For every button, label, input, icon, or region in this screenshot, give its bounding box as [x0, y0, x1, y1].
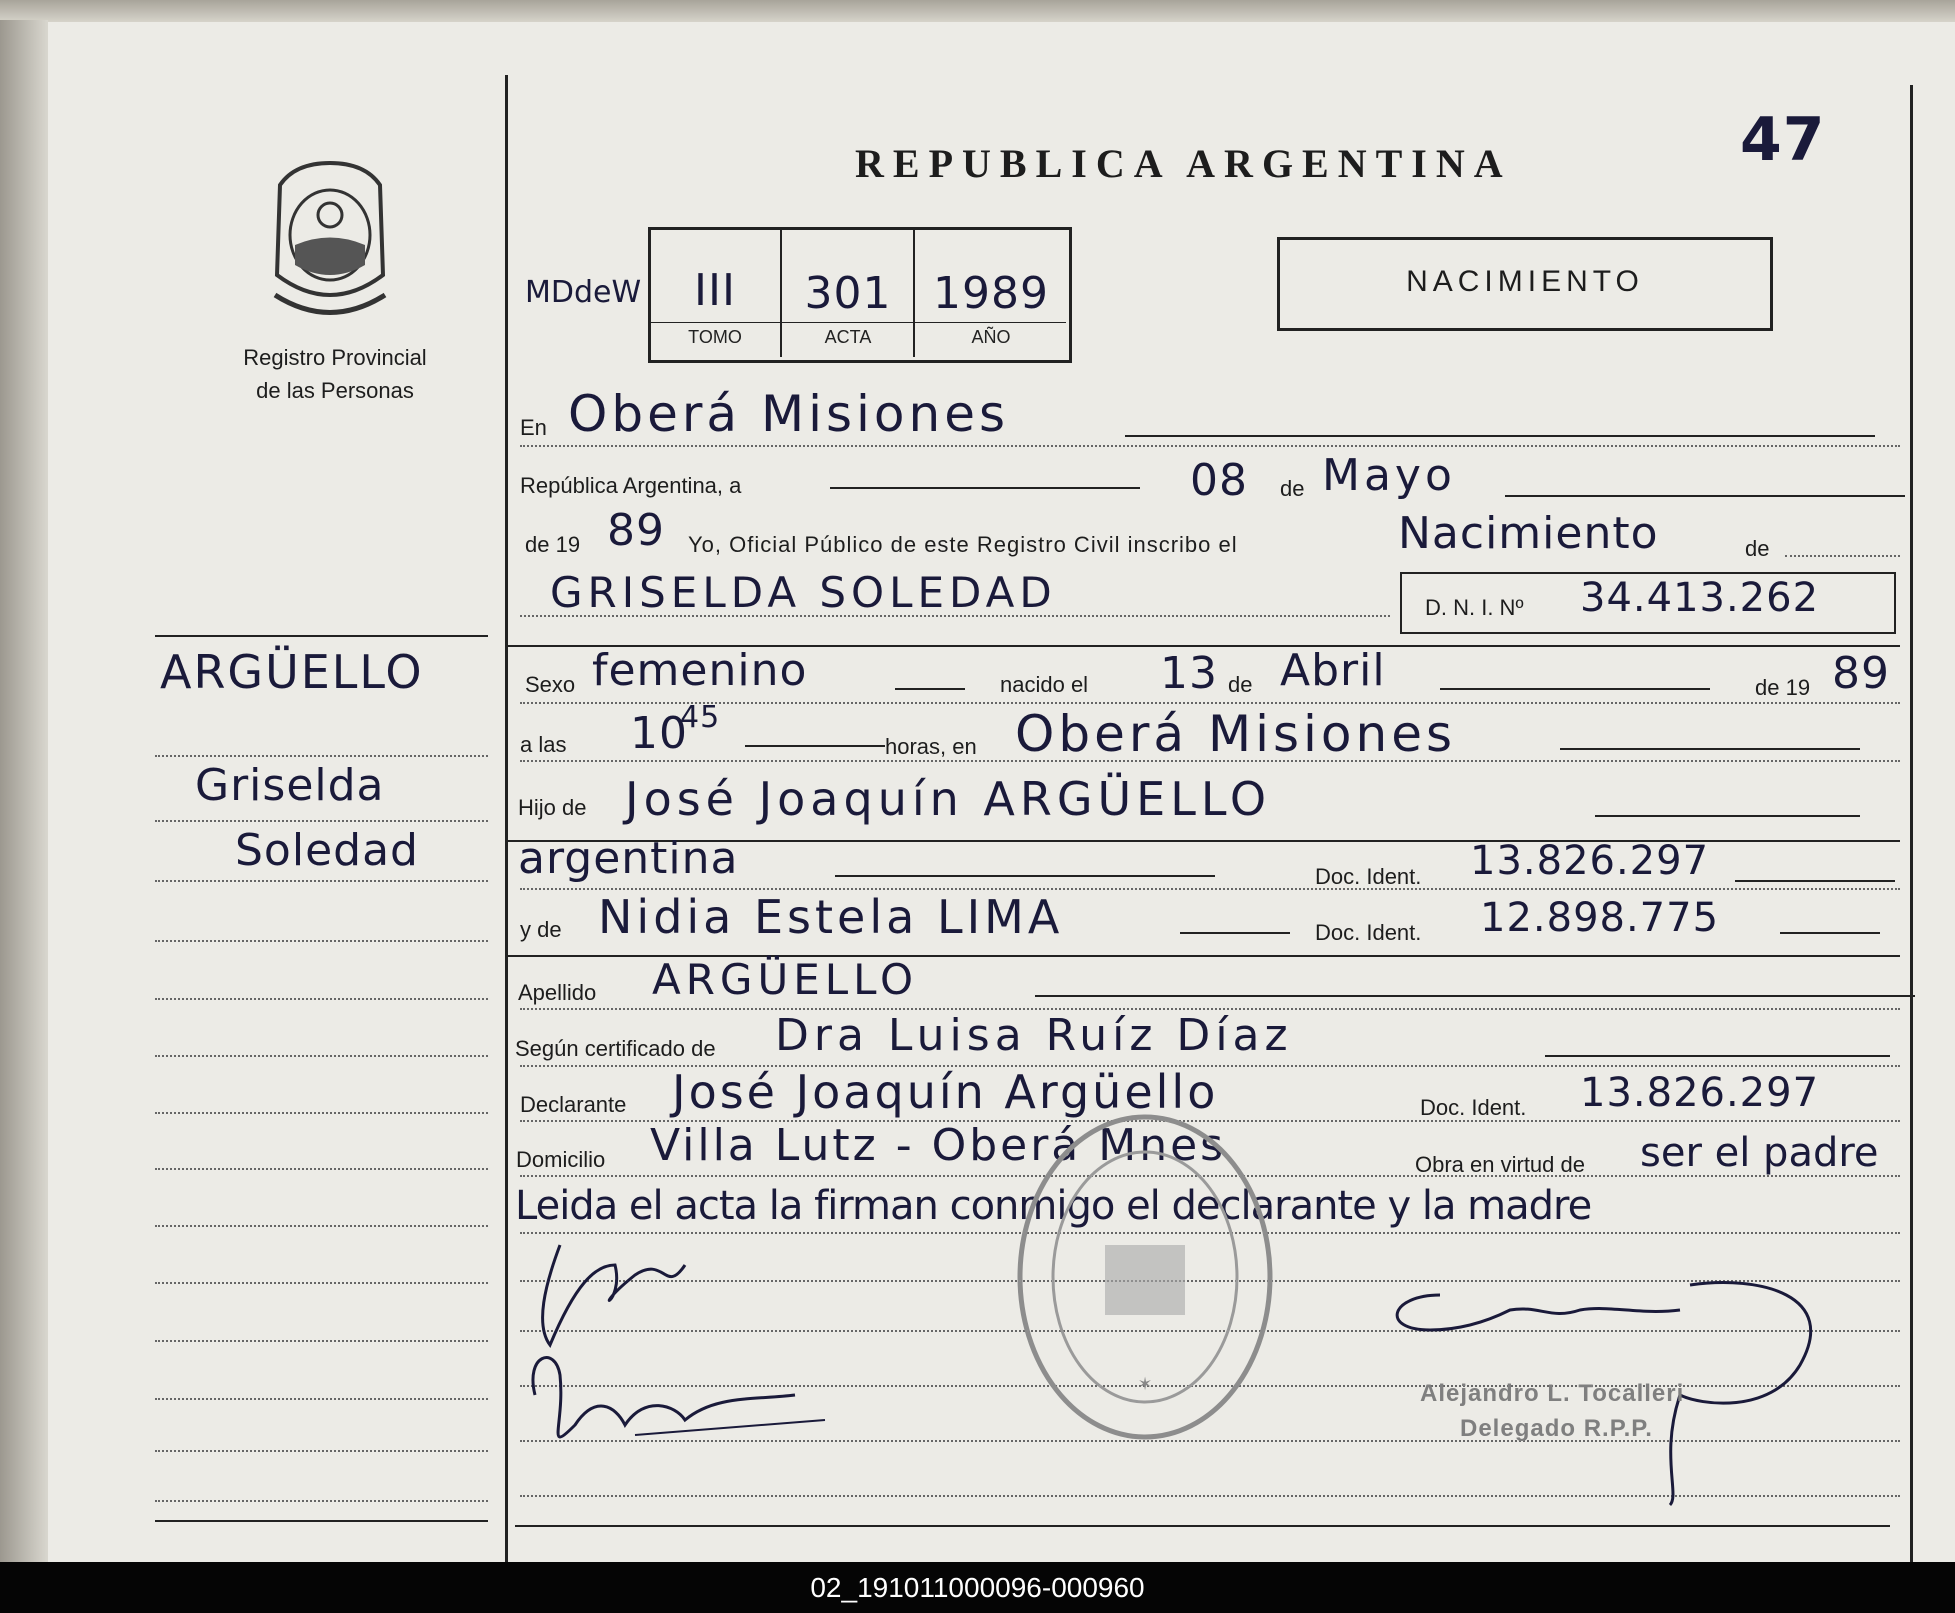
official-stamp: [1010, 1105, 1280, 1450]
declarante-name: José Joaquín Argüello: [672, 1065, 1219, 1119]
page-edge: [0, 0, 1955, 22]
coat-of-arms-icon: [255, 155, 405, 320]
row-dotted-line: [520, 445, 1900, 447]
margin-dotted-line: [155, 1168, 488, 1170]
child-given-names: GRISELDA SOLEDAD: [550, 568, 1057, 617]
obra-label: Obra en virtud de: [1415, 1152, 1585, 1177]
inscribo-text: Yo, Oficial Público de este Registro Civil inscribo el: [688, 532, 1238, 557]
fill-line: [1560, 748, 1860, 750]
bottom-rule: [515, 1525, 1890, 1527]
margin-dotted-line: [155, 1398, 488, 1400]
mother-name: Nidia Estela LIMA: [598, 890, 1064, 944]
margin-dotted-line: [155, 1055, 488, 1057]
margin-surname: ARGÜELLO: [160, 645, 424, 699]
country-title: REPUBLICA ARGENTINA: [855, 141, 1512, 186]
mother-doc: 12.898.775: [1480, 895, 1720, 941]
a-las-label: a las: [520, 732, 567, 757]
birth-year: 89: [1832, 648, 1890, 699]
domicilio-value: Villa Lutz - Oberá Mnes: [650, 1120, 1227, 1171]
fill-line: [1035, 995, 1915, 997]
nacido-label: nacido el: [1000, 672, 1089, 697]
margin-dotted-line: [155, 820, 488, 822]
fill-line: [1735, 880, 1895, 882]
row-dotted-line: [520, 760, 1900, 762]
father-nationality: argentina: [518, 833, 739, 884]
apellido-label: Apellido: [518, 980, 597, 1005]
margin-dotted-line: [155, 755, 488, 757]
doc-ident-label: Doc. Ident.: [1420, 1095, 1527, 1120]
registration-year: 89: [607, 505, 665, 556]
birth-minutes: 45: [680, 700, 721, 735]
anio-value: 1989: [933, 268, 1049, 319]
hijo-label: Hijo de: [518, 795, 587, 820]
birth-year-prefix: de 19: [1755, 675, 1811, 700]
horas-label: horas, en: [885, 734, 977, 759]
margin-given-name-1: Griselda: [195, 760, 385, 811]
birth-month: Abril: [1280, 645, 1386, 696]
margin-given-name-2: Soledad: [235, 825, 419, 876]
margin-dotted-line: [155, 1282, 488, 1284]
margin-dotted-line: [155, 940, 488, 942]
registration-day: 08: [1190, 455, 1248, 506]
fill-line: [830, 487, 1140, 489]
margin-dotted-line: [155, 880, 488, 882]
doc-ident-label: Doc. Ident.: [1315, 920, 1422, 945]
fill-line: [1440, 688, 1710, 690]
margin-dotted-line: [155, 1225, 488, 1227]
segun-label: Según certificado de: [515, 1036, 716, 1061]
republica-label: República Argentina, a: [520, 473, 742, 498]
domicilio-label: Domicilio: [516, 1147, 606, 1172]
fill-line: [1780, 932, 1880, 934]
fill-line: [1180, 932, 1290, 934]
fill-line: [1595, 815, 1860, 817]
registration-month: Mayo: [1322, 450, 1456, 501]
registry-name-line2: de las Personas: [256, 378, 414, 403]
fill-line: [895, 688, 965, 690]
tomo-label: TOMO: [688, 327, 742, 347]
record-id-divider: [780, 230, 782, 357]
row-dotted-line: [520, 615, 1390, 617]
fill-line: [835, 875, 1215, 877]
sexo-label: Sexo: [525, 672, 576, 697]
svg-text:✶: ✶: [1137, 1374, 1153, 1395]
official-name: Alejandro L. Tocalleri: [1420, 1380, 1685, 1407]
dni-value: 34.413.262: [1580, 575, 1820, 621]
column-divider: [505, 75, 508, 1562]
margin-dotted-line: [155, 1450, 488, 1452]
de-label: de: [1280, 476, 1305, 501]
margin-dotted-line: [155, 1112, 488, 1114]
act-kind: Nacimiento: [1398, 508, 1659, 559]
row-dotted-line: [520, 702, 1900, 704]
fill-line: [745, 745, 885, 747]
right-border: [1910, 85, 1913, 1562]
page-number: 47: [1740, 105, 1826, 175]
image-id-footer: 02_191011000096-000960: [0, 1562, 1955, 1613]
acta-label: ACTA: [824, 327, 872, 347]
book-binding: [0, 20, 48, 1562]
record-prefix: MDdeW: [525, 275, 642, 310]
birth-place: Oberá Misiones: [1015, 705, 1457, 763]
declarante-label: Declarante: [520, 1092, 627, 1117]
record-id-divider: [913, 230, 915, 357]
doc-ident-label: Doc. Ident.: [1315, 864, 1422, 889]
sexo-value: femenino: [592, 645, 808, 696]
declarante-doc: 13.826.297: [1580, 1070, 1820, 1116]
certificate-issuer: Dra Luisa Ruíz Díaz: [775, 1010, 1293, 1061]
anio-label: AÑO: [971, 327, 1011, 347]
registry-name-line1: Registro Provincial: [243, 345, 427, 370]
de-label: de: [1228, 672, 1253, 697]
margin-dotted-line: [155, 998, 488, 1000]
dni-label: D. N. I. Nº: [1425, 595, 1524, 620]
tomo-value: III: [694, 265, 736, 316]
de-label: de: [1745, 536, 1770, 561]
official-title: Delegado R.P.P.: [1460, 1415, 1653, 1442]
obra-value: ser el padre: [1640, 1130, 1879, 1176]
fill-line: [1125, 435, 1875, 437]
fill-line: [1505, 495, 1905, 497]
record-id-rule: [651, 322, 1066, 323]
fill-line: [1545, 1055, 1890, 1057]
apellido-value: ARGÜELLO: [652, 955, 919, 1004]
birth-day: 13: [1160, 648, 1218, 699]
en-label: En: [520, 415, 547, 440]
birth-hour: 10: [630, 708, 688, 759]
father-doc: 13.826.297: [1470, 838, 1710, 884]
declarant-signature: [515, 1225, 845, 1465]
row-dotted-line: [1785, 555, 1900, 557]
registration-place: Oberá Misiones: [568, 385, 1010, 443]
margin-bottom-rule: [155, 1520, 488, 1522]
margin-dotted-line: [155, 1340, 488, 1342]
margin-top-rule: [155, 635, 488, 637]
father-name: José Joaquín ARGÜELLO: [625, 772, 1272, 826]
acta-value: 301: [804, 268, 892, 319]
document-type: NACIMIENTO: [1406, 265, 1644, 298]
closing-statement: Leida el acta la firman conmigo el declarante y la madre: [515, 1183, 1592, 1229]
yde-label: y de: [520, 917, 562, 942]
margin-dotted-line: [155, 1500, 488, 1502]
year-prefix-label: de 19: [525, 532, 581, 557]
